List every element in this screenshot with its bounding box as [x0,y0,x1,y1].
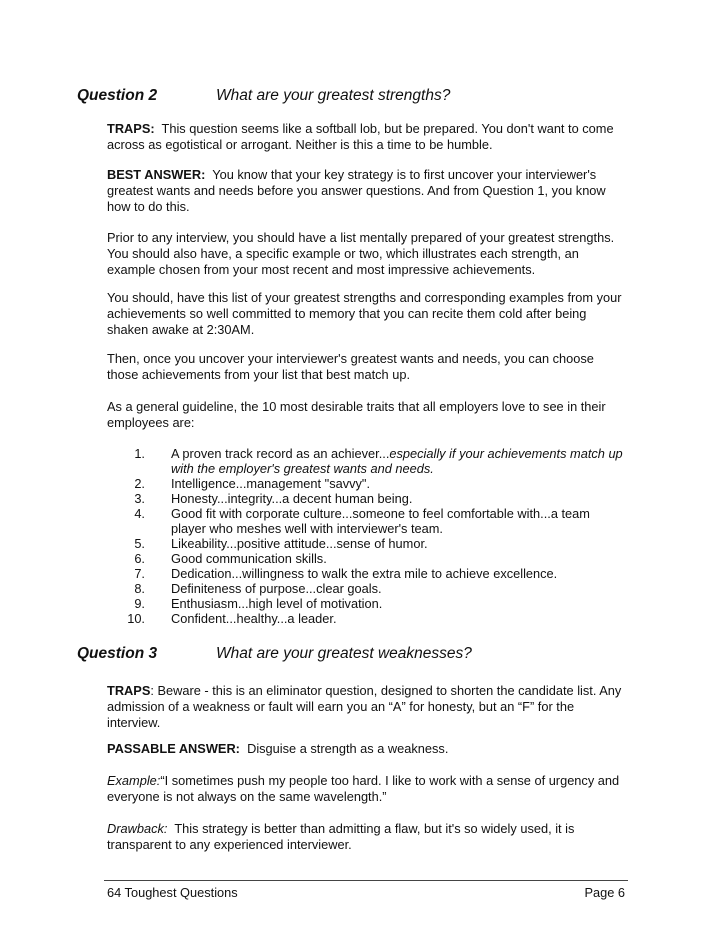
list-item [107,596,627,611]
list-text: Confident...healthy...a leader. [171,611,337,626]
list-text: Intelligence...management "savvy". [171,476,371,491]
footer-title: 64 Toughest Questions [107,885,238,900]
question-title: What are your greatest strengths? [216,87,451,104]
list-number: 10. [127,611,145,626]
question-title: What are your greatest weaknesses? [216,645,472,662]
list-item [107,506,627,536]
list-text-italic: especially if your achievements match up with the employer's greatest wants and needs. [171,446,623,476]
passable-answer-paragraph [107,741,627,757]
passable-answer-label: PASSABLE ANSWER: [107,741,240,756]
list-text: Dedication...willingness to walk the extra mile to achieve excellence. [171,566,558,581]
list-number: 6. [134,551,145,566]
list-text: A proven track record as an achiever... [171,446,390,461]
list-text: Good fit with corporate culture...someone to feel comfortable with...a team player who meshes well with interviewer's team. [171,506,590,536]
question-number: Question 2 [77,87,158,104]
page-number: Page 6 [584,885,625,900]
passable-answer-text: Disguise a strength as a weakness. [247,741,449,756]
traps-paragraph [107,121,627,153]
list-text: Likeability...positive attitude...sense of humor. [171,536,428,551]
traps-text: : Beware - this is an eliminator question, designed to shorten the candidate list. Any admission of a weakness or fault will earn you an “A” for honesty, but an “F” for the interview. [107,683,622,730]
list-item [107,536,627,551]
example-paragraph [107,773,627,805]
list-number: 7. [134,566,145,581]
best-answer-text: You know that your key strategy is to first uncover your interviewer's greatest wants and needs before you answer questions. And from Question 1, you know how to do this. [107,167,606,214]
list-item [107,551,627,566]
drawback-label: Drawback: [107,821,168,836]
best-answer-paragraph [107,167,627,215]
list-text: Good communication skills. [171,551,327,566]
traits-list [107,446,627,626]
example-text: “I sometimes push my people too hard. I like to work with a sense of urgency and everyone is not always on the same wavelength.” [107,773,620,804]
list-number: 2. [134,476,145,491]
list-item [107,491,627,506]
list-text: Enthusiasm...high level of motivation. [171,596,383,611]
list-number: 8. [134,581,145,596]
drawback-text: This strategy is better than admitting a flaw, but it's so widely used, it is transparent to any experienced interviewer. [107,821,575,852]
traps-label: TRAPS: [107,121,155,136]
traps-text: This question seems like a softball lob, but be prepared. You don't want to come across as egotistical or arrogant. Neither is this a time to be humble. [107,121,614,152]
footer-divider [104,880,628,881]
list-item [107,581,627,596]
list-number: 4. [134,506,145,521]
question-3-heading [77,645,472,663]
best-answer-label: BEST ANSWER: [107,167,206,182]
question-number: Question 3 [77,645,158,662]
list-item [107,476,627,491]
list-text: Honesty...integrity...a decent human being. [171,491,413,506]
example-label: Example: [107,773,161,788]
list-item [107,611,627,626]
question-2-heading [77,87,450,105]
drawback-paragraph [107,821,627,853]
list-number: 1. [134,446,145,461]
list-item [107,446,627,476]
traps-label: TRAPS [107,683,151,698]
list-item [107,566,627,581]
paragraph-guideline: As a general guideline, the 10 most desirable traits that all employers love to see in their employees are: [107,399,606,430]
traps-paragraph [107,683,627,731]
list-number: 3. [134,491,145,506]
list-number: 5. [134,536,145,551]
list-number: 9. [134,596,145,611]
list-text: Definiteness of purpose...clear goals. [171,581,382,596]
paragraph-prior-interview: Prior to any interview, you should have a list mentally prepared of your greatest strengths. You should also have, a specific example or two, which illustrates each strength, an example chosen from your most recent and most impressive achievements. [107,230,615,277]
page-footer [107,885,625,900]
paragraph-strengths-list: You should, have this list of your greatest strengths and corresponding examples from your achievements so well committed to memory that you can recite them cold after being shaken awake at 2:30AM. [107,290,622,337]
paragraph-uncover-needs: Then, once you uncover your interviewer's greatest wants and needs, you can choose those achievements from your list that best match up. [107,351,594,382]
